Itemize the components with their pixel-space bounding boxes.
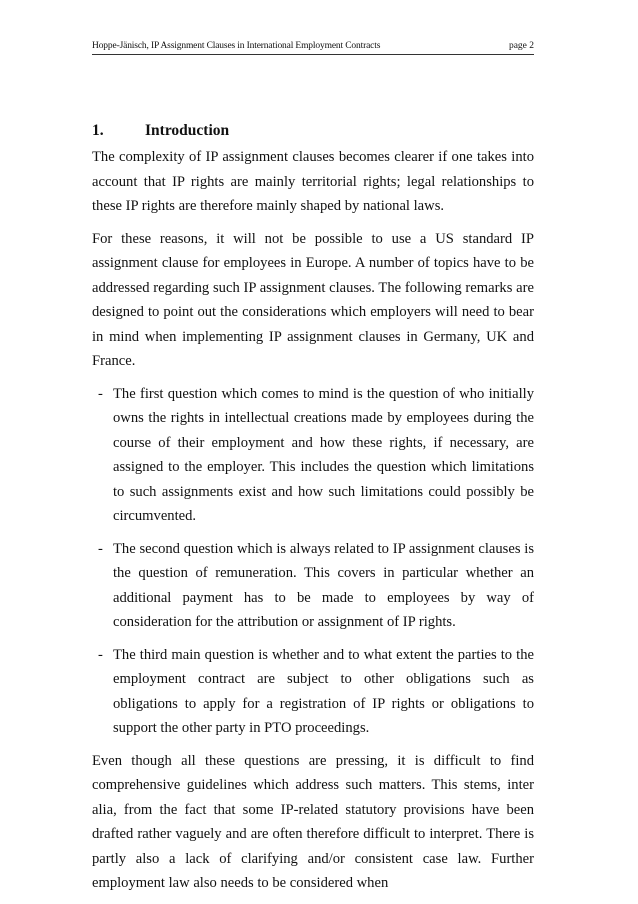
- paragraph: The complexity of IP assignment clauses becomes clearer if one takes into account that IP rights are mainly territorial rights; legal relationships to these IP rights are therefore mainly shaped by national laws.: [92, 149, 534, 214]
- page-number: page 2: [508, 41, 534, 51]
- section-number: 1.: [92, 122, 104, 139]
- bullet-dash: -: [98, 385, 103, 402]
- list-item-text: The second question which is always related to IP assignment clauses is the question of remuneration. This covers in particular whether an additional payment has to be made to employees by way of consideration for the attribution or assignment of IP rights.: [113, 540, 534, 630]
- section-heading: [92, 119, 534, 143]
- document-body: [92, 119, 534, 904]
- list-item-text: The third main question is whether and to what extent the parties to the employment contract are subject to other obligations such as obligations to apply for a registration of IP rights or obligations to support the other party in PTO proceedings.: [113, 646, 534, 736]
- closing-paragraph: Even though all these questions are pressing, it is difficult to find comprehensive guidelines which address such matters. This stems, inter alia, from the fact that some IP-related statutory provisions have been drafted rather vaguely and are often therefore difficult to interpret. There is partly also a lack of clarifying and/or consistent case law. Further employment law also needs to be considered when: [92, 752, 534, 891]
- list-item: [92, 382, 534, 529]
- list-item: [92, 537, 534, 635]
- list-item-text: The first question which comes to mind is the question of who initially owns the rights in intellectual creations made by employees during the course of their employment and how these rights, if necessary, are assigned to the employer. This includes the question which limitations to such assignments exist and how such limitations could possibly be circumvented.: [113, 385, 534, 524]
- header-title: Hoppe-Jänisch, IP Assignment Clauses in International Employment Contracts: [92, 41, 381, 51]
- bullet-dash: -: [98, 540, 103, 557]
- bullet-list: [92, 382, 534, 741]
- list-item: [92, 643, 534, 741]
- bullet-dash: -: [98, 646, 103, 663]
- section-title: Introduction: [145, 122, 230, 139]
- page-header: [92, 38, 534, 55]
- paragraph: For these reasons, it will not be possible to use a US standard IP assignment clause for employees in Europe. A number of topics have to be addressed regarding such IP assignment clauses. The following remarks are designed to point out the considerations which employers will need to bear in mind when implementing IP assignment clauses in Germany, UK and France.: [92, 230, 534, 369]
